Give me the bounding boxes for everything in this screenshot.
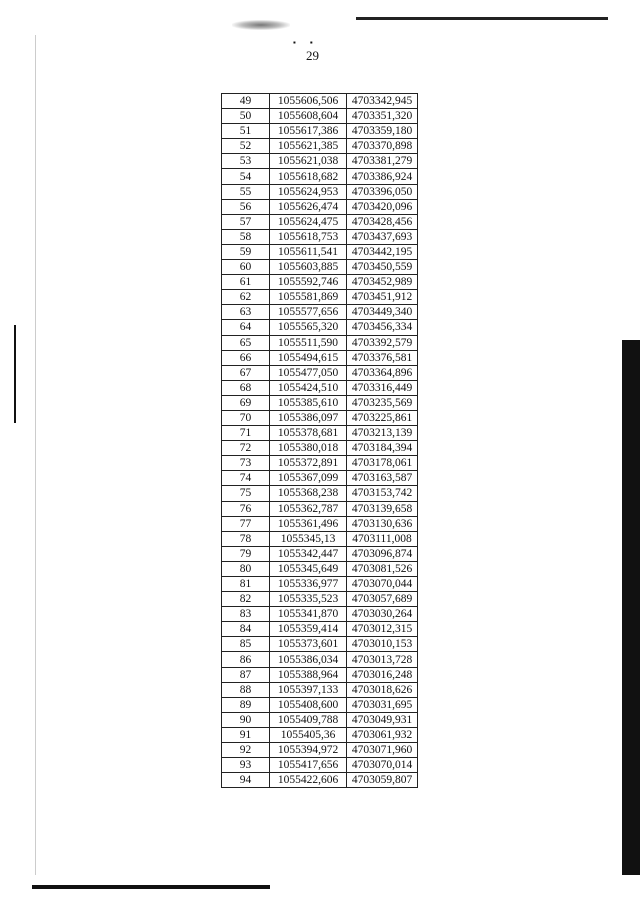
point-number-cell: 64 xyxy=(222,320,270,335)
point-number-cell: 71 xyxy=(222,426,270,441)
table-row xyxy=(222,501,418,516)
point-number-cell: 55 xyxy=(222,184,270,199)
point-number-cell: 84 xyxy=(222,622,270,637)
table-row xyxy=(222,546,418,561)
x-coordinate-cell: 1055409,788 xyxy=(270,712,347,727)
point-number-cell: 54 xyxy=(222,169,270,184)
x-coordinate-cell: 1055626,474 xyxy=(270,199,347,214)
table-row xyxy=(222,471,418,486)
table-row xyxy=(222,260,418,275)
point-number-cell: 61 xyxy=(222,275,270,290)
point-number-cell: 82 xyxy=(222,592,270,607)
table-row xyxy=(222,199,418,214)
scan-margin-line-left xyxy=(35,35,36,875)
y-coordinate-cell: 4703364,896 xyxy=(347,365,418,380)
point-number-cell: 81 xyxy=(222,577,270,592)
y-coordinate-cell: 4703057,689 xyxy=(347,592,418,607)
point-number-cell: 83 xyxy=(222,607,270,622)
y-coordinate-cell: 4703111,008 xyxy=(347,531,418,546)
point-number-cell: 65 xyxy=(222,335,270,350)
point-number-cell: 49 xyxy=(222,94,270,109)
scan-edge-line-top xyxy=(356,17,608,20)
x-coordinate-cell: 1055367,099 xyxy=(270,471,347,486)
point-number-cell: 89 xyxy=(222,697,270,712)
table-row xyxy=(222,320,418,335)
y-coordinate-cell: 4703031,695 xyxy=(347,697,418,712)
y-coordinate-cell: 4703049,931 xyxy=(347,712,418,727)
y-coordinate-cell: 4703316,449 xyxy=(347,380,418,395)
y-coordinate-cell: 4703030,264 xyxy=(347,607,418,622)
x-coordinate-cell: 1055611,541 xyxy=(270,244,347,259)
table-row xyxy=(222,184,418,199)
point-number-cell: 50 xyxy=(222,109,270,124)
x-coordinate-cell: 1055341,870 xyxy=(270,607,347,622)
x-coordinate-cell: 1055362,787 xyxy=(270,501,347,516)
x-coordinate-cell: 1055477,050 xyxy=(270,365,347,380)
x-coordinate-cell: 1055417,656 xyxy=(270,758,347,773)
x-coordinate-cell: 1055388,964 xyxy=(270,667,347,682)
x-coordinate-cell: 1055581,869 xyxy=(270,290,347,305)
x-coordinate-cell: 1055621,385 xyxy=(270,139,347,154)
scan-smudge xyxy=(232,20,290,30)
table-row xyxy=(222,109,418,124)
page-number: 29 xyxy=(306,48,319,63)
x-coordinate-cell: 1055608,604 xyxy=(270,109,347,124)
y-coordinate-cell: 4703213,139 xyxy=(347,426,418,441)
x-coordinate-cell: 1055336,977 xyxy=(270,577,347,592)
y-coordinate-cell: 4703428,456 xyxy=(347,214,418,229)
y-coordinate-cell: 4703013,728 xyxy=(347,652,418,667)
x-coordinate-cell: 1055624,953 xyxy=(270,184,347,199)
y-coordinate-cell: 4703451,912 xyxy=(347,290,418,305)
table-row xyxy=(222,229,418,244)
point-number-cell: 58 xyxy=(222,229,270,244)
table-row xyxy=(222,531,418,546)
y-coordinate-cell: 4703452,989 xyxy=(347,275,418,290)
x-coordinate-cell: 1055368,238 xyxy=(270,486,347,501)
x-coordinate-cell: 1055617,386 xyxy=(270,124,347,139)
table-row xyxy=(222,743,418,758)
table-row xyxy=(222,622,418,637)
table-row xyxy=(222,335,418,350)
y-coordinate-cell: 4703071,960 xyxy=(347,743,418,758)
x-coordinate-cell: 1055603,885 xyxy=(270,260,347,275)
table-row xyxy=(222,124,418,139)
x-coordinate-cell: 1055494,615 xyxy=(270,350,347,365)
table-row xyxy=(222,577,418,592)
x-coordinate-cell: 1055621,038 xyxy=(270,154,347,169)
point-number-cell: 77 xyxy=(222,516,270,531)
table-row xyxy=(222,456,418,471)
table-row xyxy=(222,773,418,788)
y-coordinate-cell: 4703070,014 xyxy=(347,758,418,773)
point-number-cell: 67 xyxy=(222,365,270,380)
y-coordinate-cell: 4703184,394 xyxy=(347,441,418,456)
y-coordinate-cell: 4703018,626 xyxy=(347,682,418,697)
table-row xyxy=(222,290,418,305)
point-number-cell: 78 xyxy=(222,531,270,546)
table-row xyxy=(222,607,418,622)
x-coordinate-cell: 1055397,133 xyxy=(270,682,347,697)
point-number-cell: 59 xyxy=(222,244,270,259)
x-coordinate-cell: 1055422,606 xyxy=(270,773,347,788)
x-coordinate-cell: 1055345,13 xyxy=(270,531,347,546)
scan-edge-bar-right xyxy=(622,340,640,875)
point-number-cell: 52 xyxy=(222,139,270,154)
x-coordinate-cell: 1055394,972 xyxy=(270,743,347,758)
point-number-cell: 90 xyxy=(222,712,270,727)
table-row xyxy=(222,637,418,652)
point-number-cell: 63 xyxy=(222,305,270,320)
table-row xyxy=(222,652,418,667)
point-number-cell: 87 xyxy=(222,667,270,682)
table-row xyxy=(222,365,418,380)
y-coordinate-cell: 4703016,248 xyxy=(347,667,418,682)
y-coordinate-cell: 4703096,874 xyxy=(347,546,418,561)
table-row xyxy=(222,395,418,410)
x-coordinate-cell: 1055386,097 xyxy=(270,410,347,425)
coordinates-table-body xyxy=(222,94,418,788)
point-number-cell: 76 xyxy=(222,501,270,516)
x-coordinate-cell: 1055361,496 xyxy=(270,516,347,531)
point-number-cell: 72 xyxy=(222,441,270,456)
table-row xyxy=(222,592,418,607)
x-coordinate-cell: 1055380,018 xyxy=(270,441,347,456)
y-coordinate-cell: 4703010,153 xyxy=(347,637,418,652)
y-coordinate-cell: 4703139,658 xyxy=(347,501,418,516)
y-coordinate-cell: 4703396,050 xyxy=(347,184,418,199)
y-coordinate-cell: 4703061,932 xyxy=(347,727,418,742)
point-number-cell: 62 xyxy=(222,290,270,305)
y-coordinate-cell: 4703381,279 xyxy=(347,154,418,169)
table-row xyxy=(222,244,418,259)
x-coordinate-cell: 1055618,753 xyxy=(270,229,347,244)
y-coordinate-cell: 4703070,044 xyxy=(347,577,418,592)
x-coordinate-cell: 1055335,523 xyxy=(270,592,347,607)
x-coordinate-cell: 1055345,649 xyxy=(270,561,347,576)
y-coordinate-cell: 4703359,180 xyxy=(347,124,418,139)
point-number-cell: 80 xyxy=(222,561,270,576)
y-coordinate-cell: 4703130,636 xyxy=(347,516,418,531)
y-coordinate-cell: 4703225,861 xyxy=(347,410,418,425)
y-coordinate-cell: 4703449,340 xyxy=(347,305,418,320)
x-coordinate-cell: 1055373,601 xyxy=(270,637,347,652)
table-row xyxy=(222,758,418,773)
table-row xyxy=(222,139,418,154)
point-number-cell: 68 xyxy=(222,380,270,395)
table-row xyxy=(222,275,418,290)
x-coordinate-cell: 1055577,656 xyxy=(270,305,347,320)
table-row xyxy=(222,561,418,576)
point-number-cell: 94 xyxy=(222,773,270,788)
y-coordinate-cell: 4703420,096 xyxy=(347,199,418,214)
table-row xyxy=(222,697,418,712)
y-coordinate-cell: 4703386,924 xyxy=(347,169,418,184)
table-row xyxy=(222,380,418,395)
table-row xyxy=(222,727,418,742)
x-coordinate-cell: 1055606,506 xyxy=(270,94,347,109)
y-coordinate-cell: 4703437,693 xyxy=(347,229,418,244)
y-coordinate-cell: 4703153,742 xyxy=(347,486,418,501)
x-coordinate-cell: 1055378,681 xyxy=(270,426,347,441)
x-coordinate-cell: 1055359,414 xyxy=(270,622,347,637)
point-number-cell: 57 xyxy=(222,214,270,229)
y-coordinate-cell: 4703081,526 xyxy=(347,561,418,576)
coordinates-table xyxy=(221,93,418,788)
table-row xyxy=(222,486,418,501)
point-number-cell: 69 xyxy=(222,395,270,410)
x-coordinate-cell: 1055624,475 xyxy=(270,214,347,229)
point-number-cell: 60 xyxy=(222,260,270,275)
point-number-cell: 74 xyxy=(222,471,270,486)
table-row xyxy=(222,667,418,682)
point-number-cell: 79 xyxy=(222,546,270,561)
y-coordinate-cell: 4703442,195 xyxy=(347,244,418,259)
x-coordinate-cell: 1055565,320 xyxy=(270,320,347,335)
point-number-cell: 56 xyxy=(222,199,270,214)
point-number-cell: 92 xyxy=(222,743,270,758)
x-coordinate-cell: 1055386,034 xyxy=(270,652,347,667)
y-coordinate-cell: 4703059,807 xyxy=(347,773,418,788)
table-row xyxy=(222,426,418,441)
x-coordinate-cell: 1055372,891 xyxy=(270,456,347,471)
point-number-cell: 53 xyxy=(222,154,270,169)
y-coordinate-cell: 4703012,315 xyxy=(347,622,418,637)
y-coordinate-cell: 4703351,320 xyxy=(347,109,418,124)
point-number-cell: 73 xyxy=(222,456,270,471)
x-coordinate-cell: 1055618,682 xyxy=(270,169,347,184)
x-coordinate-cell: 1055424,510 xyxy=(270,380,347,395)
table-row xyxy=(222,350,418,365)
y-coordinate-cell: 4703450,559 xyxy=(347,260,418,275)
table-row xyxy=(222,305,418,320)
y-coordinate-cell: 4703235,569 xyxy=(347,395,418,410)
point-number-cell: 75 xyxy=(222,486,270,501)
table-row xyxy=(222,169,418,184)
y-coordinate-cell: 4703456,334 xyxy=(347,320,418,335)
x-coordinate-cell: 1055511,590 xyxy=(270,335,347,350)
table-row xyxy=(222,516,418,531)
point-number-cell: 88 xyxy=(222,682,270,697)
table-row xyxy=(222,94,418,109)
table-row xyxy=(222,712,418,727)
y-coordinate-cell: 4703178,061 xyxy=(347,456,418,471)
y-coordinate-cell: 4703342,945 xyxy=(347,94,418,109)
x-coordinate-cell: 1055408,600 xyxy=(270,697,347,712)
scan-speck-marks: ▪ ▪ xyxy=(293,38,319,47)
x-coordinate-cell: 1055405,36 xyxy=(270,727,347,742)
y-coordinate-cell: 4703376,581 xyxy=(347,350,418,365)
point-number-cell: 66 xyxy=(222,350,270,365)
point-number-cell: 85 xyxy=(222,637,270,652)
table-row xyxy=(222,154,418,169)
point-number-cell: 86 xyxy=(222,652,270,667)
scan-edge-bar-left xyxy=(14,325,16,423)
table-row xyxy=(222,441,418,456)
point-number-cell: 70 xyxy=(222,410,270,425)
scan-edge-bar-bottom xyxy=(32,885,270,889)
x-coordinate-cell: 1055385,610 xyxy=(270,395,347,410)
table-row xyxy=(222,214,418,229)
x-coordinate-cell: 1055592,746 xyxy=(270,275,347,290)
point-number-cell: 51 xyxy=(222,124,270,139)
y-coordinate-cell: 4703163,587 xyxy=(347,471,418,486)
y-coordinate-cell: 4703392,579 xyxy=(347,335,418,350)
table-row xyxy=(222,682,418,697)
table-row xyxy=(222,410,418,425)
point-number-cell: 93 xyxy=(222,758,270,773)
point-number-cell: 91 xyxy=(222,727,270,742)
y-coordinate-cell: 4703370,898 xyxy=(347,139,418,154)
x-coordinate-cell: 1055342,447 xyxy=(270,546,347,561)
